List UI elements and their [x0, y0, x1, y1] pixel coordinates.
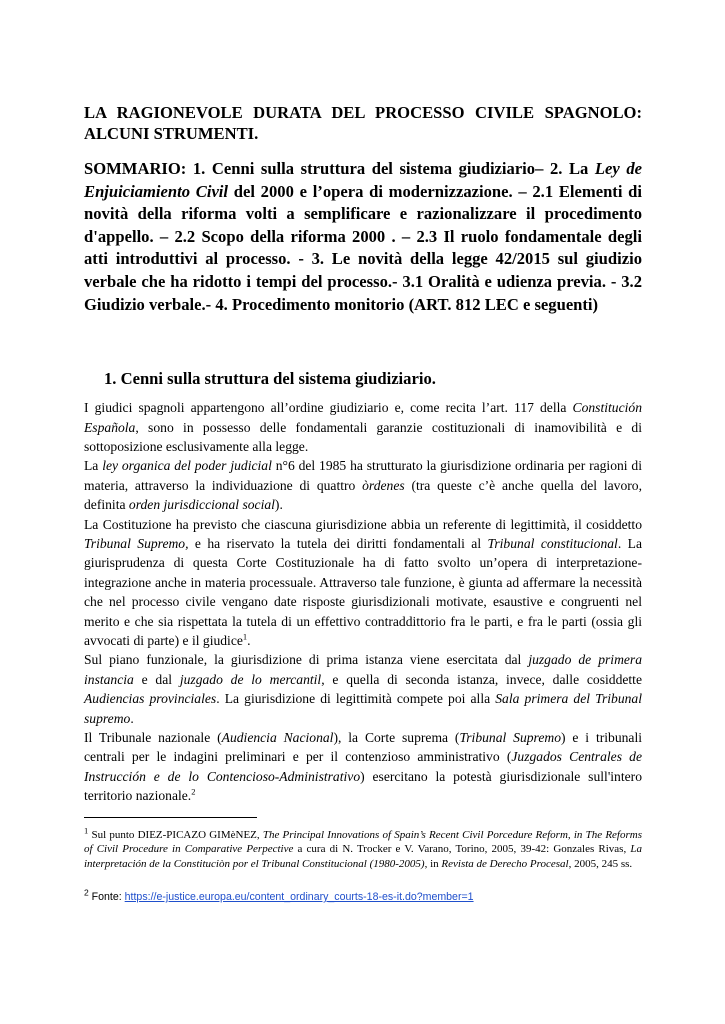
- summary-text-2: del 2000 e l’opera di modernizzazione. – 2.1 Elementi di novità della riforma volti a semplificare e razionalizzare il procedimento d'appello. – 2.2 Scopo della riforma 2000 . – 2.3 Il ruolo fondamentale degli atti introduttivi al processo. - 3. Le novità della legge 42/2015 sul giudizio verbale che ha ridotto i tempi del processo.- 3.1 Oralità e udienza previa. - 3.2 Giudizio verbale.- 4. Procedimento monitorio (ART. 812 LEC e seguenti): [84, 181, 642, 314]
- footnote-ref-1[interactable]: 1: [242, 631, 248, 642]
- document-page: [84, 102, 642, 904]
- footnote-1: $^1$ Sul punto DIEZ-PICAZO GIMèNEZ, The Principal Innovations of Spain’s Recent Civil Porcedure Reform, in The Reforms of Civil Procedure in Comparative Perpective a cura di N. Trocker e V. Varano, Torino, 2005, 39-42: Gonzales Rivas, La interpretación de la Constituciòn por el Tribunal Constitucional (1980-2005), in Revista de Derecho Procesal, 2005, 245 ss.: [84, 825, 642, 870]
- paragraph-5: Il Tribunale nazionale (Audiencia Nacional), la Corte suprema (Tribunal Supremo) e i tribunali centrali per le indagini preliminari e per il contenzioso amministrativo (Juzgados Centrales de Instrucción e de lo Contencioso-Administrativo) esercitano la potestà giurisdizionale sull'intero territorio nazionale.$^2$: [84, 730, 643, 804]
- paragraph-3: La Costituzione ha previsto che ciascuna giurisdizione abbia un referente di legittimità, il cosiddetto Tribunal Supremo, e ha riservato la tutela dei diritti fondamentali al Tribunal constitucional. La giurisprudenza di questa Corte Costituzionale ha di fatto svolto un’opera di interpretazione-integrazione anche in materia processuale. Attraverso tale funzione, è giunta ad affermare la necessità che nel processo civile vengano date risposte giurisdizionali motivate, esaustive e congruenti nel merito e che sia rispettata la tutela di un effettivo contraddittorio fra le parti, e fra le parti (ossia gli avvocati di parte) e il giudice$^1$.: [84, 516, 643, 649]
- footnote-2: $^2$ Fonte: https://e-justice.europa.eu/content_ordinary_courts-18-es-it.do?member=1: [84, 887, 474, 904]
- paragraph-2: La ley organica del poder judicial n°6 del 1985 ha strutturato la giurisdizione ordinaria per ragioni di materia, attraverso la individuazione di quattro òrdenes (tra queste c’è anche quella del lavoro, definita orden jurisdiccional social).: [84, 458, 642, 513]
- summary-italic: Ley de Enjuiciamiento Civil: [84, 159, 642, 201]
- summary: [84, 158, 642, 316]
- section-heading: 1. Cenni sulla struttura del sistema giudiziario.: [104, 369, 436, 389]
- footnote-number-2: 2: [84, 887, 89, 898]
- paragraph-1: I giudici spagnoli appartengono all’ordine giudiziario e, come recita l’art. 117 della Constitución Española, sono in possesso delle fondamentali garanzie costituzionali di inamovibilità e di sottoposizione esclusivamente alla legge.: [84, 400, 642, 454]
- footnote-number-1: 1: [84, 825, 89, 836]
- body-text: [84, 398, 642, 806]
- paragraph-4: Sul piano funzionale, la giurisdizione di prima istanza viene esercitata dal juzgado de primera instancia e dal juzgado de lo mercantil, e quella di seconda istanza, invece, dalle cosiddette Audiencias provinciales. La giurisdizione di legittimità compete poi alla Sala primera del Tribunal supremo.: [84, 652, 643, 726]
- footnote-ref-2[interactable]: 2: [191, 786, 196, 797]
- footnote-separator: [84, 817, 257, 818]
- summary-text: SOMMARIO: 1. Cenni sulla struttura del sistema giudiziario– 2. La: [84, 159, 595, 178]
- footnote-2-link[interactable]: https://e-justice.europa.eu/content_ordinary_courts-18-es-it.do?member=1: [124, 891, 474, 904]
- document-title: LA RAGIONEVOLE DURATA DEL PROCESSO CIVILE SPAGNOLO: ALCUNI STRUMENTI.: [84, 103, 642, 143]
